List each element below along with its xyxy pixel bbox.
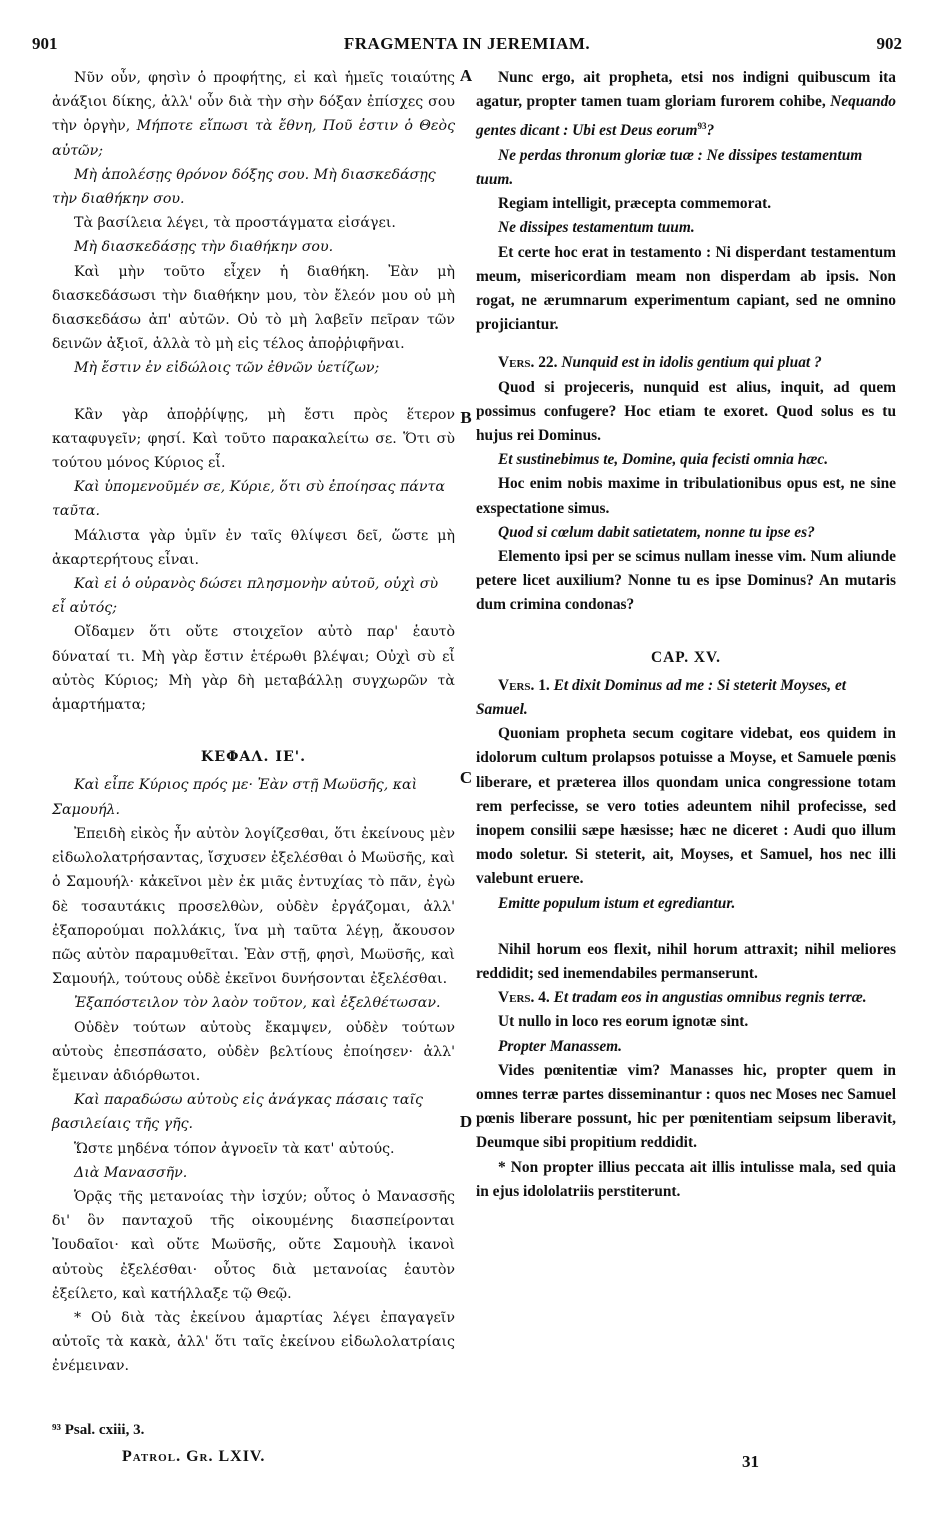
greek-scripture-quote: Μὴ διασκεδάσῃς τὴν διαθήκην σου. [74, 239, 334, 256]
latin-scripture-quote: Et tradam eos in angustias omnibus regnis terræ. [553, 989, 867, 1007]
greek-scripture-quote: Ἐξαπόστειλον τὸν λαὸν τοῦτον, καὶ ἐξελθέτωσαν. [74, 995, 441, 1012]
greek-paragraph: Κἂν γὰρ ἀποῤῥίψῃς, μὴ ἔστι πρὸς ἕτερον καταφυγεῖν; φησί. Καὶ τοῦτο παρακαλείτω σε. Ὅτι σὺ τούτου μόνος Κύριος εἶ. [52, 406, 455, 472]
latin-paragraph: Regiam intelligit, præcepta commemorat. [498, 195, 772, 213]
latin-scripture-quote: Nunquid est in idolis gentium qui pluat ? [561, 354, 822, 372]
greek-paragraph: Ἐπειδὴ εἰκὸς ἦν αὐτὸν λογίζεσθαι, ὅτι ἐκείνους μὲν εἰδωλολατρήσαντας, ἴσχυσεν ἐξελέσθαι ὁ Μωϋσῆς, καὶ ὁ Σαμουήλ· κἀκεῖνοι μὲν ἐκ μιᾶς ἐντυχίας τὸ πᾶν, ἐγὼ δὲ τοσαυτάκις προσελθὼν, οὐδὲν ἐργάζομαι, ἀλλ' ἐξαπορούμαι πολλάκις, ἵνα μὴ ταῦτα λέγῃ, ἄκουσον πῶς αὐτὸν παραμυθεῖται. Ἐὰν στῇ, φησὶ, Μωϋσῆς, καὶ Σαμουήλ, τούτους οὐδὲ ἐκεῖνοι δυνήσονται ἐξελέσθαι. [52, 825, 455, 988]
latin-scripture-quote: Ne perdas thronum gloriæ tuæ : Ne dissipes testamentum tuum. [476, 146, 863, 188]
latin-paragraph: * Non propter illius peccata ait illis intulisse mala, sed quia in ejus idololatriis perstiterunt. [476, 1158, 896, 1200]
greek-scripture-quote: Μὴ ἀπολέσῃς θρόνον δόξης σου. Μὴ διασκεδάσῃς τὴν διαθήκην σου. [52, 166, 436, 208]
latin-scripture-quote: Quod si cœlum dabit satietatem, nonne tu ipse es? [498, 523, 815, 541]
latin-column [476, 66, 896, 1204]
signature-mark: Patrol. Gr. LXIV. [122, 1448, 266, 1465]
verse-label: Vers. 1. [498, 676, 550, 694]
greek-paragraph: Μάλιστα γὰρ ὑμῖν ἐν ταῖς θλίψεσι δεῖ, ὥστε μὴ ἀκαρτερήτους εἶναι. [52, 527, 455, 568]
latin-verse-22 [476, 351, 896, 375]
latin-paragraph: Hoc enim nobis maxime in tribulationibus opus est, ne sine exspectatione simus. [476, 475, 896, 517]
greek-scripture-quote: Καὶ παραδώσω αὐτοὺς εἰς ἀνάγκας πάσαις ταῖς βασιλείαις τῆς γῆς. [52, 1092, 423, 1133]
footnote-ref: 93 [697, 121, 707, 132]
greek-paragraph: Οἴδαμεν ὅτι οὔτε στοιχεῖον αὐτὸ παρ' ἑαυτὸ δύναταί τι. Μὴ γὰρ ἔστιν ἑτέρωθι βλέψαι; Οὐχὶ σὺ εἶ αὐτὸς Κύριος; Μὴ γὰρ δὴ μεταβάλλῃ συγχωρῶν τὰ ἁμαρτήματα; [52, 624, 455, 714]
section-marker-c: C [459, 768, 473, 787]
verse-label: Vers. 22. [498, 354, 558, 372]
greek-scripture-quote: Καὶ εἶπε Κύριος πρός με· Ἐὰν στῇ Μωϋσῆς, καὶ Σαμουήλ. [52, 777, 418, 818]
footnote: ⁹³ Psal. cxiii, 3. [52, 1422, 145, 1438]
greek-scripture-quote: Καὶ εἰ ὁ οὐρανὸς δώσει πλησμονὴν αὐτοῦ, οὐχὶ σὺ εἶ αὐτός; [52, 576, 439, 617]
latin-verse-1 [476, 674, 896, 722]
latin-scripture-quote: Ne dissipes testamentum tuum. [498, 219, 695, 237]
greek-paragraph: Οὐδὲν τούτων αὐτοὺς ἔκαμψεν, οὐδὲν τούτων αὐτοὺς ἐπεσπάσατο, οὐδὲν βελτίους ἐποίησεν· ἀλλ' ἔμειναν ἀδιόρθωτοι. [52, 1019, 455, 1084]
greek-paragraph: * Οὐ διὰ τὰς ἐκείνου ἁμαρτίας λέγει ἐπαγαγεῖν αὐτοῖς τὰ κακὰ, ἀλλ' ὅτι ταῖς ἐκείνου εἰδωλολατρίαις ἐνέμειναν. [52, 1309, 455, 1375]
greek-chapter-heading: ΚΕΦΑΛ. ΙΕ'. [200, 749, 307, 766]
greek-scripture-quote: Μὴ ἔστιν ἐν εἰδώλοις τῶν ἐθνῶν ὑετίζων; [74, 360, 380, 377]
greek-paragraph: Ὥστε μηδένα τόπον ἀγνοεῖν τὰ κατ' αὐτούς. [74, 1140, 395, 1157]
running-header [32, 34, 902, 58]
latin-paragraph: Elemento ipsi per se scimus nullam inesse vim. Num aliunde petere licet auxilium? Nonne tu es ipse Dominus? An mutaris dum crimina condonas? [476, 547, 896, 614]
section-marker-a: A [459, 66, 473, 85]
greek-paragraph: Τὰ βασίλεια λέγει, τὰ προστάγματα εἰσάγει. [74, 215, 396, 232]
latin-paragraph: Quoniam propheta secum cogitare videbat, eos quidem in idolorum cultum prolapsos potuisse a Moyse, et Samuele pœnis liberare, et præterea illos quondam unica congressione totam rem perfecisse, se vero toties adeuntem nihil profecisse, sed inopem consilii sæpe hæsisse; hæc ne diceret : Audi quo illum modo soletur. Si steterit, ait, Moyses, et Samuel, hos nec illi valebunt eruere. [476, 725, 896, 888]
sheet-number: 31 [742, 1452, 759, 1471]
greek-paragraph: Νῦν οὖν, φησὶν ὁ προφήτης, εἰ καὶ ἡμεῖς τοιαύτης ἀνάξιοι δίκης, ἀλλ' οὖν διὰ τὴν σὴν δόξαν ἐπίσχες σου τὴν ὀργὴν, Μήποτε εἴπωσι τὰ ἔθνη, Ποῦ ἐστιν ὁ Θεὸς αὐτῶν; [52, 70, 456, 159]
greek-scripture-quote: Μήποτε εἴπωσι τὰ ἔθνη, Ποῦ ἐστιν ὁ Θεὸς αὐτῶν; [52, 118, 456, 159]
section-marker-d: D [459, 1112, 473, 1131]
page-number-right: 902 [876, 34, 902, 53]
latin-scripture-quote: Et dixit Dominus ad me : Si steterit Moyses, et Samuel. [476, 676, 847, 718]
latin-scripture-quote: Propter Manassem. [498, 1037, 622, 1055]
latin-paragraph: Et certe hoc erat in testamento : Ni disperdant testamentum meum, misericordiam meam non disperdam ab ipsis. Non rogat, ne ærumnarum experimentum capiant, sed ne omnino projiciantur. [476, 243, 896, 334]
latin-scripture-quote: Nequando gentes dicant : Ubi est Deus eorum [476, 93, 896, 140]
latin-paragraph: Vides pœnitentiæ vim? Manasses hic, propter quem in omnes terræ partes disseminantur : quos nec Moses nec Samuel pœnis liberare possunt, hic per pœnitentiam seipsum liberavit, Deumque sibi propitium reddidit. [476, 1061, 896, 1152]
greek-paragraph: Ὁρᾷς τῆς μετανοίας τὴν ἰσχύν; οὗτος ὁ Μανασσῆς δι' ὃν πανταχοῦ τῆς οἰκουμένης διασπείρονται Ἰουδαῖοι· καὶ οὔτε Μωϋσῆς, οὔτε Σαμουὴλ ἱκανοὶ αὐτοὺς ἐξελέσθαι· οὗτος διὰ μετανοίας ἑαυτὸν ἐξείλετο, καὶ κατήλλαξε τῷ Θεῷ. [52, 1188, 455, 1302]
greek-paragraph: Καὶ μὴν τοῦτο εἶχεν ἡ διαθήκη. Ἐὰν μὴ διασκεδάσωσι τὴν διαθήκην μου, τὸν ἔλεόν μου οὐ μὴ διασκεδάσω ἀπ' αὐτῶν. Οὐ τὸ μὴ λαβεῖν πεῖραν τῶν δεινῶν ἀξιοῖ, ἀλλὰ τὸ μὴ εἰς τέλος ἀποῤῥιφῆναι. [52, 263, 455, 353]
greek-scripture-quote: Καὶ ὑπομενοῦμέν σε, Κύριε, ὅτι σὺ ἐποίησας πάντα ταῦτα. [52, 479, 445, 520]
greek-column [52, 66, 455, 1379]
latin-paragraph: Nunc ergo, ait propheta, etsi nos indigni quibuscum ita agatur, propter tamen tuam gloriam furorem cohibe, Nequando gentes dicant : Ubi est Deus eorum$^{93}$? [476, 69, 896, 140]
latin-chapter-heading: CAP. XV. [650, 648, 721, 666]
latin-scripture-quote: Et sustinebimus te, Domine, quia fecisti omnia hæc. [498, 451, 829, 469]
latin-paragraph: Nihil horum eos flexit, nihil horum attraxit; nihil meliores reddidit; sed inemendabiles permanserunt. [476, 940, 896, 983]
section-marker-b: B [460, 408, 472, 427]
page-number-left: 901 [32, 34, 58, 53]
running-title: FRAGMENTA IN JEREMIAM. [343, 34, 591, 53]
latin-scripture-quote: Emitte populum istum et egrediantur. [498, 894, 736, 912]
greek-scripture-quote: Διὰ Μανασσῆν. [74, 1164, 188, 1181]
latin-verse-4 [476, 986, 896, 1010]
latin-paragraph: Ut nullo in loco res eorum ignotæ sint. [498, 1013, 749, 1031]
latin-paragraph: Quod si projeceris, nunquid est alius, inquit, ad quem possimus confugere? Hoc etiam te exoret. Quod solus es tu hujus rei Dominus. [476, 378, 896, 444]
verse-label: Vers. 4. [498, 989, 550, 1007]
